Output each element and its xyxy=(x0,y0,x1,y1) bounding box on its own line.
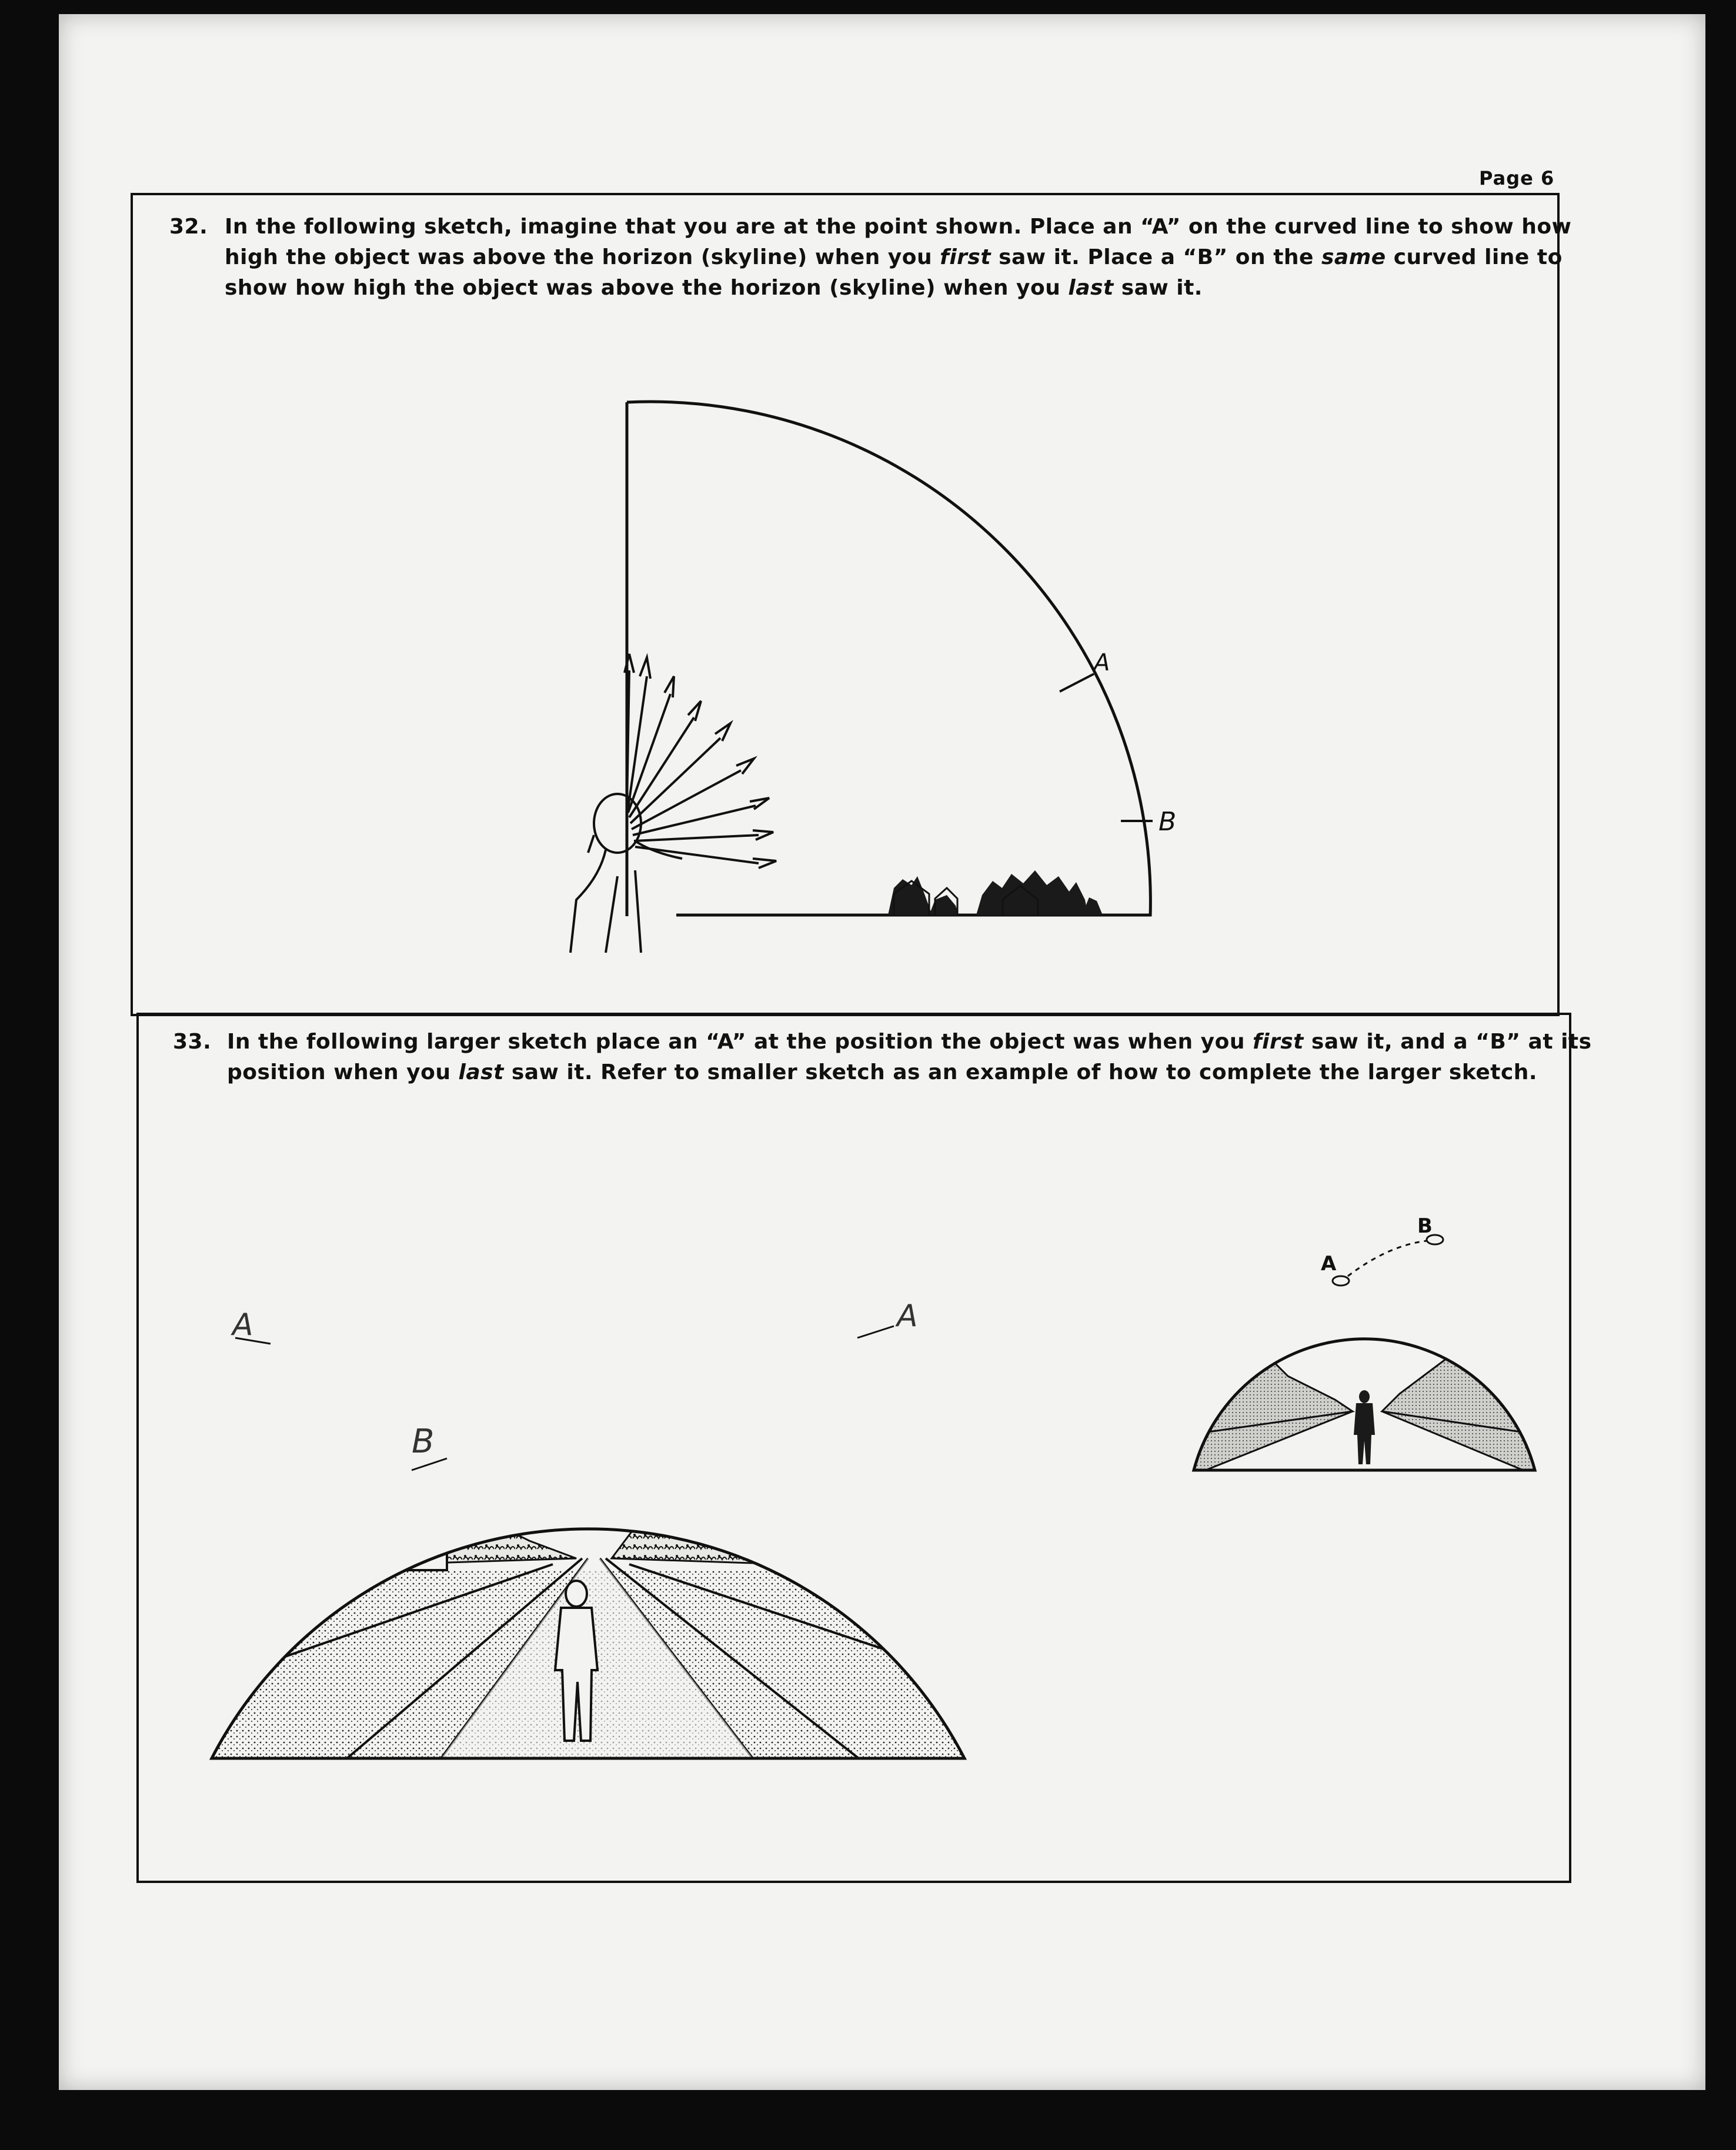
pencil-mark-a-left xyxy=(231,1307,271,1344)
pencil-mark-b xyxy=(412,1423,447,1470)
svg-text:B: B xyxy=(412,1423,435,1461)
page-number: Page 6 xyxy=(1479,167,1555,189)
svg-text:A: A xyxy=(232,1307,253,1343)
example-label-b: B xyxy=(1417,1214,1433,1238)
pencil-mark-a-right xyxy=(857,1298,918,1338)
example-dome-sketch xyxy=(1164,1200,1564,1482)
skyline-trees xyxy=(888,870,1103,915)
right-house xyxy=(788,1429,876,1547)
quarter-circle-sketch xyxy=(565,388,1211,964)
question-32-number: 32. xyxy=(169,215,208,239)
question-33-line-1: In the following larger sketch place an “A” at the position the object was when you first saw it, and a “B” at its xyxy=(227,1030,1592,1054)
example-object-path xyxy=(1321,1214,1443,1286)
question-32-line-1: In the following sketch, imagine that you are at the point shown. Place an “A” on the curved line to show how xyxy=(225,215,1572,239)
arc-mark-b xyxy=(1121,807,1176,837)
large-dome-sketch xyxy=(176,1194,1000,1782)
example-label-a: A xyxy=(1321,1252,1337,1276)
example-left-trees xyxy=(1188,1294,1353,1435)
question-32-text xyxy=(169,212,1572,312)
question-33-number: 33. xyxy=(173,1030,212,1054)
svg-text:A: A xyxy=(897,1298,918,1334)
example-right-trees xyxy=(1382,1294,1541,1435)
right-trees xyxy=(612,1417,964,1570)
pointing-arms xyxy=(625,654,776,868)
question-32-line-3: show how high the object was above the horizon (skyline) when you last saw it. xyxy=(225,276,1203,300)
question-33-text xyxy=(173,1027,1592,1091)
question-32-line-2: high the object was above the horizon (skyline) when you first saw it. Place a “B” on the same curved line to xyxy=(225,245,1563,269)
svg-text:B: B xyxy=(1159,807,1177,837)
svg-text:A: A xyxy=(1094,649,1110,676)
question-33-line-2: position when you last saw it. Refer to smaller sketch as an example of how to complete the larger sketch. xyxy=(227,1060,1538,1084)
sky-arc xyxy=(627,402,1150,916)
example-man xyxy=(1354,1390,1375,1464)
